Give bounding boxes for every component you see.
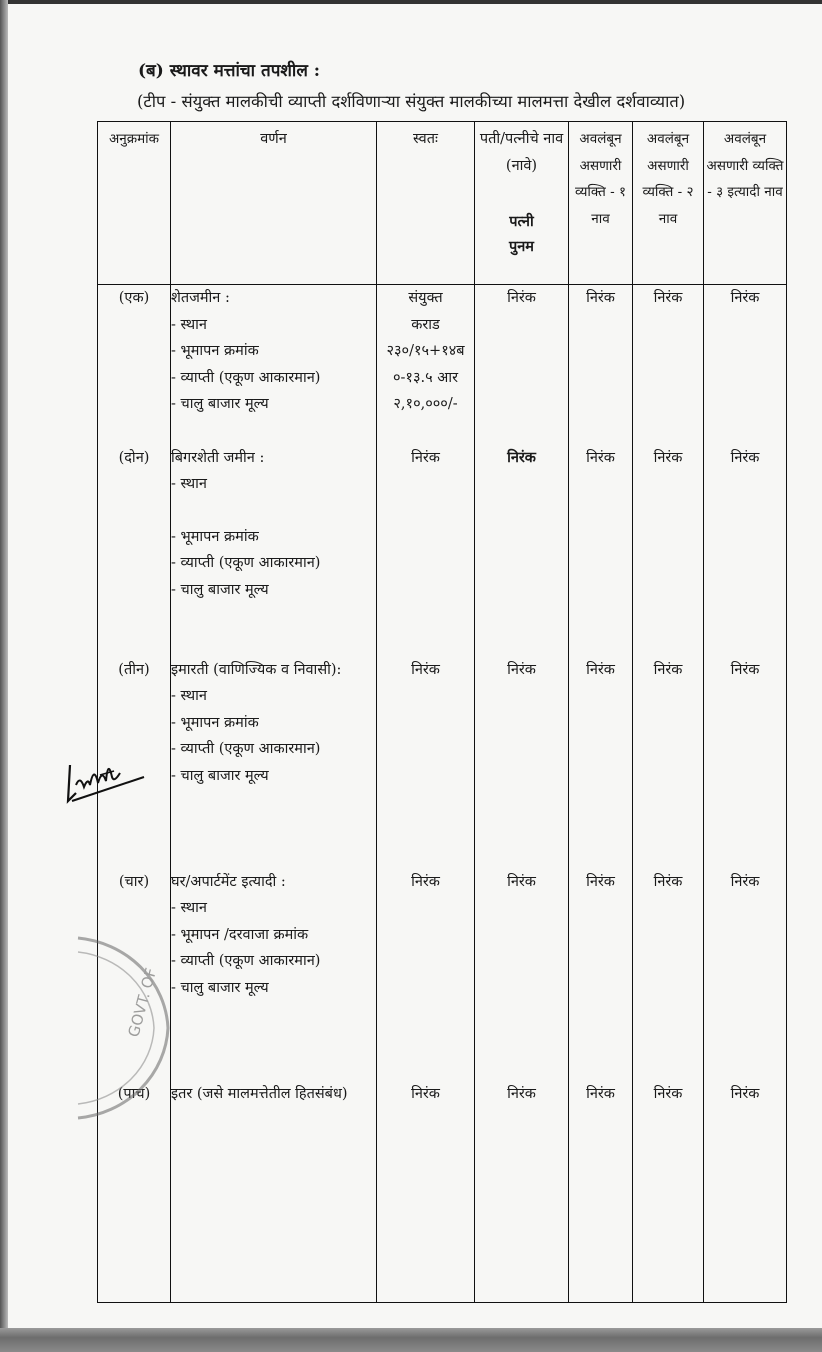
row-item: - व्याप्ती (एकूण आकारमान) [171,741,321,757]
stamp-text: GOVT. OF [124,966,161,1040]
row-dependent3-value: निरंक [704,445,787,657]
row-item: - स्थान [171,900,207,916]
self-location: कराड [411,316,440,333]
row-description [171,869,377,1081]
section-heading: (ब) स्थावर मत्तांचा तपशील : [138,61,321,81]
row-dependent3-value: निरंक [704,657,787,869]
header-spouse [475,122,569,285]
row-item: - व्याप्ती (एकूण आकारमान) [171,555,321,571]
self-survey-number: २३०/१५+१४ब [386,343,465,359]
header-dependent-1: अवलंबून असणारी व्यक्ति - १ नाव [569,122,633,285]
row-self-value: निरंक [377,657,475,869]
row-self-value [377,285,475,445]
row-item: - चालु बाजार मूल्य [171,767,269,784]
self-market-value: २,१०,०००/- [393,396,458,412]
header-self: स्वतः [377,122,475,285]
row-title: बिगरशेती जमीन : [171,449,265,466]
row-item: - स्थान [171,688,207,704]
header-description: वर्णन [171,122,377,285]
table-row [98,445,787,657]
table-row [98,285,787,445]
scan-bottom-edge [0,1328,822,1352]
row-dependent1-value: निरंक [569,869,633,1081]
row-dependent3-value: निरंक [704,869,787,1081]
row-self-value: निरंक [377,445,475,657]
row-item: - भूमापन क्रमांक [171,343,259,359]
row-self-value: निरंक [377,869,475,1081]
scan-left-edge [0,0,8,1352]
row-spouse-value: निरंक [475,1081,569,1303]
row-item: - स्थान [171,316,207,333]
row-item: - स्थान [171,476,207,492]
scan-top-edge [0,0,822,4]
row-description [171,445,377,657]
spouse-name-line2: पुनम [509,238,534,255]
official-seal-stamp [68,928,180,1128]
table-row [98,869,787,1081]
row-serial: (तीन) [98,657,171,869]
row-item: - भूमापन क्रमांक [171,714,259,731]
row-description [171,285,377,445]
row-dependent1-value: निरंक [569,285,633,445]
row-serial: (एक) [98,285,171,445]
row-item: - चालु बाजार मूल्य [171,979,269,996]
row-title: शेतजमीन : [171,290,230,306]
immovable-assets-table [97,121,787,1303]
section-note: (टीप - संयुक्त मालकीची व्याप्ती दर्शविणाऱ्या संयुक्त मालकीच्या मालमत्ता देखील दर्शवाव्यात) [137,92,686,111]
row-dependent2-value: निरंक [633,285,704,445]
row-title: घर/अपार्टमेंट इत्यादी : [171,873,286,890]
row-dependent2-value: निरंक [633,657,704,869]
row-item: - व्याप्ती (एकूण आकारमान) [171,369,321,386]
row-title: इमारती (वाणिज्यिक व निवासी): [171,661,342,678]
row-dependent1-value: निरंक [569,445,633,657]
row-self-value: निरंक [377,1081,475,1303]
row-spouse-value: निरंक [475,285,569,445]
self-ownership: संयुक्त [408,290,443,306]
row-dependent2-value: निरंक [633,869,704,1081]
row-serial: (चार) [98,869,171,1081]
row-dependent3-value: निरंक [704,285,787,445]
spouse-name-line1: पत्नी [509,213,534,230]
handwritten-signature [64,755,148,807]
header-row [98,122,787,285]
row-serial: (पाच) [98,1081,171,1303]
row-description [171,1081,377,1303]
row-description [171,657,377,869]
row-dependent2-value: निरंक [633,445,704,657]
row-spouse-value: निरंक [475,445,569,657]
row-item: - व्याप्ती (एकूण आकारमान) [171,953,321,969]
row-spouse-value: निरंक [475,869,569,1081]
self-area: ०-१३.५ आर [392,369,459,386]
table-row [98,1081,787,1303]
row-dependent2-value: निरंक [633,1081,704,1303]
header-serial: अनुक्रमांक [98,122,171,285]
row-item: - चालु बाजार मूल्य [171,581,269,598]
row-spouse-value: निरंक [475,657,569,869]
header-spouse-label: पती/पत्नीचे नाव (नावे) [479,131,564,174]
row-item: - भूमापन क्रमांक [171,528,259,545]
table-row [98,657,787,869]
header-dependent-2: अवलंबून असणारी व्यक्ति - २ नाव [633,122,704,285]
row-dependent1-value: निरंक [569,1081,633,1303]
row-dependent3-value: निरंक [704,1081,787,1303]
row-item: - चालु बाजार मूल्य [171,396,269,412]
row-dependent1-value: निरंक [569,657,633,869]
header-dependent-3: अवलंबून असणारी व्यक्ति - ३ इत्यादी नाव [704,122,787,285]
row-serial: (दोन) [98,445,171,657]
row-title: इतर (जसे मालमत्तेतील हितसंबंध) [171,1085,348,1102]
row-item: - भूमापन /दरवाजा क्रमांक [171,926,309,943]
